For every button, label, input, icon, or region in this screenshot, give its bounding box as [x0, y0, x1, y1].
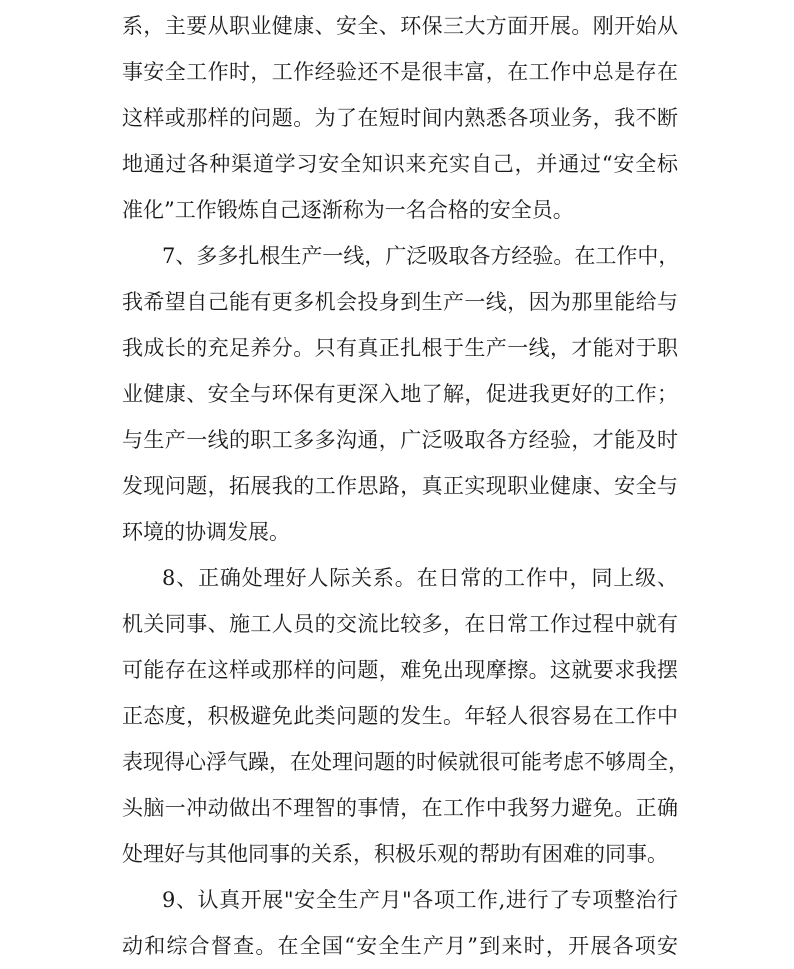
paragraph-line: 事安全工作时，工作经验还不是很丰富，在工作中总是存在 [122, 60, 678, 84]
paragraph-line: 环境的协调发展。 [122, 520, 290, 544]
paragraph-line: 业健康、安全与环保有更深入地了解，促进我更好的工作； [122, 382, 678, 406]
paragraph-line: 动和综合督查。在全国“安全生产月”到来时，开展各项安 [122, 934, 678, 958]
paragraph-line: 头脑一冲动做出不理智的事情，在工作中我努力避免。正确 [122, 796, 678, 820]
paragraph-line: 这样或那样的问题。为了在短时间内熟悉各项业务，我不断 [122, 106, 678, 130]
paragraph-line: 地通过各种渠道学习安全知识来充实自己，并通过“安全标 [122, 152, 678, 176]
paragraph-line: 准化”工作锻炼自己逐渐称为一名合格的安全员。 [122, 198, 574, 222]
paragraph-line: 与生产一线的职工多多沟通，广泛吸取各方经验，才能及时 [122, 428, 678, 452]
section-9-heading-line: 9、认真开展"安全生产月"各项工作,进行了专项整治行 [162, 888, 678, 912]
paragraph-line: 可能存在这样或那样的问题，难免出现摩擦。这就要求我摆 [122, 658, 678, 682]
paragraph-line: 正态度，积极避免此类问题的发生。年轻人很容易在工作中 [122, 704, 678, 728]
paragraph-line: 处理好与其他同事的关系，积极乐观的帮助有困难的同事。 [122, 842, 668, 866]
paragraph-line: 表现得心浮气躁，在处理问题的时候就很可能考虑不够周全， [122, 750, 689, 774]
paragraph-line: 发现问题，拓展我的工作思路，真正实现职业健康、安全与 [122, 474, 678, 498]
paragraph-line: 我成长的充足养分。只有真正扎根于生产一线，才能对于职 [122, 336, 678, 360]
paragraph-line: 系，主要从职业健康、安全、环保三大方面开展。刚开始从 [122, 14, 678, 38]
section-7-heading-line: 7、多多扎根生产一线，广泛吸取各方经验。在工作中， [162, 244, 680, 268]
paragraph-line: 我希望自己能有更多机会投身到生产一线，因为那里能给与 [122, 290, 678, 314]
paragraph-line: 机关同事、施工人员的交流比较多，在日常工作过程中就有 [122, 612, 678, 636]
section-8-heading-line: 8、正确处理好人际关系。在日常的工作中，同上级、 [162, 566, 678, 590]
document-body [122, 3, 689, 969]
